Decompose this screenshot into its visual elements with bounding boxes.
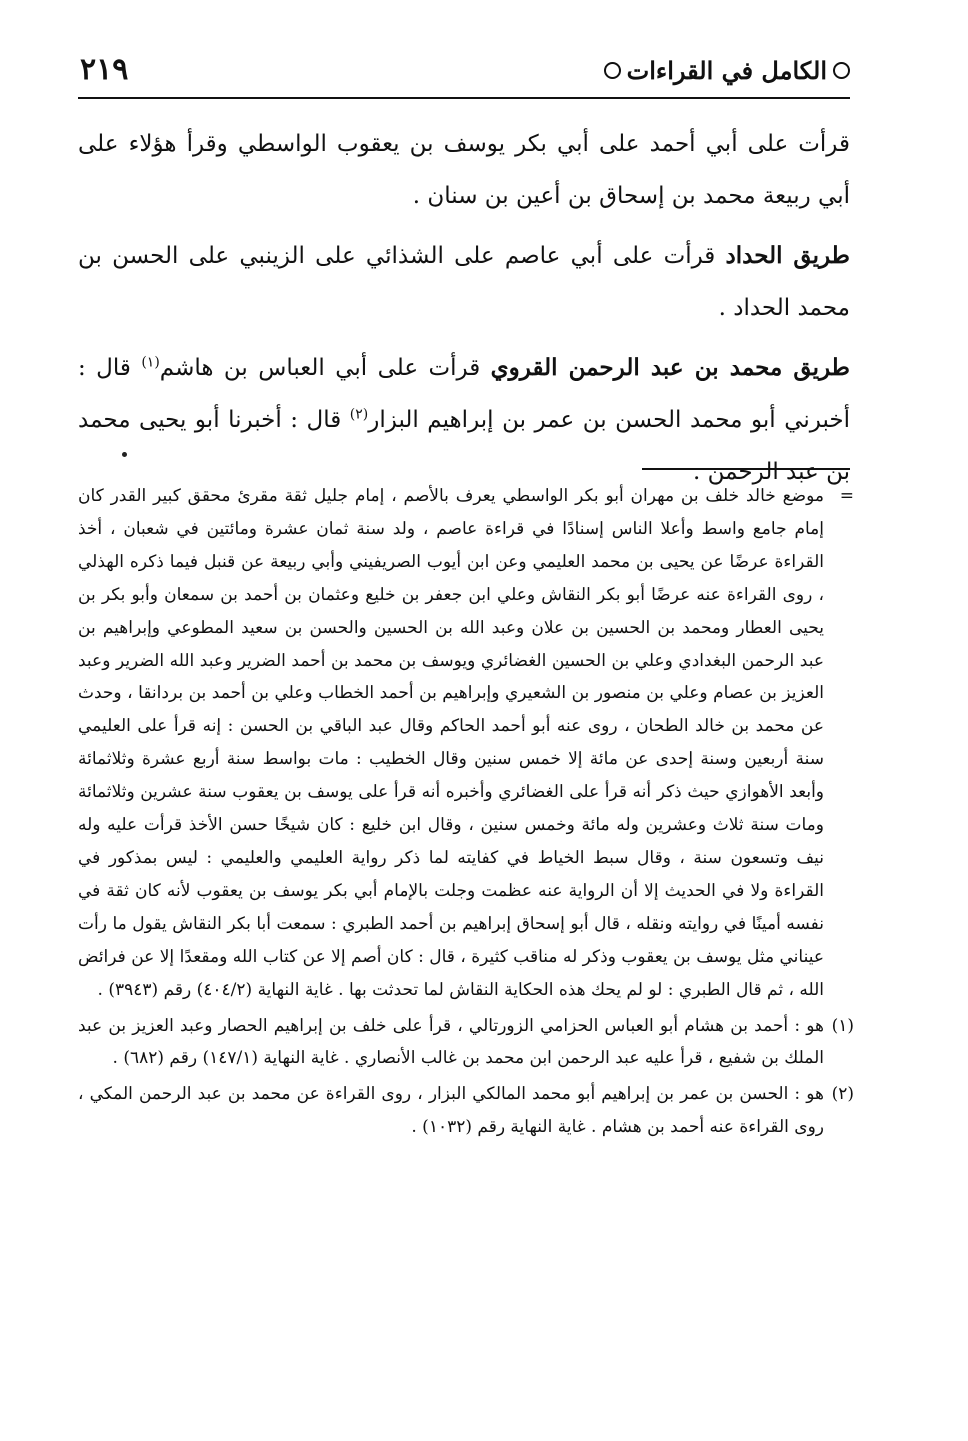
paragraph-3-text-b: قال : أخبرني أبو محمد الحسن بن عمر بن إبراهيم البزار	[78, 355, 851, 433]
footnote-1-marker: (١)	[831, 1015, 854, 1036]
running-title-text: الكامل في القراءات	[626, 56, 827, 85]
footnote-1	[78, 1010, 854, 1076]
circle-ornament-icon	[833, 62, 850, 79]
paragraph-2	[78, 230, 850, 334]
route-heading-qarawi: طريق محمد بن عبد الرحمن القروي	[490, 354, 850, 381]
footnote-2-marker: (٢)	[831, 1084, 854, 1105]
footnote-continuation-text: موضع خالد خلف بن مهران أبو بكر الواسطي يعرف بالأصم ، إمام جليل ثقة مقرئ محقق كبير القدر كان إمام جامع واسط وأعلا الناس إسنادًا في قراءة عاصم ، ولد سنة ثمان عشرة ومائتين في شعبان ، أخذ القراءة عرضًا عن يحيى بن محمد العليمي وعن ابن أيوب الصريفيني وأبي ربيعة عن قنبل فيما ذكره الهذلي ، روى القراءة عنه عرضًا أبو بكر النقاش وعلي ابن جعفر بن خليع وعثمان بن أحمد بن سمعان وأبو بكر بن يحيى العطار ومحمد بن الحسين بن علان وعبد الله بن الحسين والحسن بن سعيد المطوعي وإبراهيم بن عبد الرحمن البغدادي وعلي بن الحسين الغضائري ويوسف بن محمد بن أحمد الضرير وعبد الله الضرير وعبد العزيز بن عصام وعلي بن منصور بن الشعيري وإبراهيم بن أحمد الخطاب وعلي بن أحمد بن بردانقا ، وحدث عن محمد بن خالد الطحان ، روى عنه أبو أحمد الحاكم وقال عبد الباقي بن الحسن : إنه قرأ على العليمي سنة أربعين وسنة إحدى عن مائة إلا خمس سنين وقال الخطيب : مات بواسط سنة أربع عشرة وثلاثمائة وأبعد الأهوازي حيث ذكر أنه قرأ على الغضائري وأخبره أنه قرأ على يوسف بن يعقوب سنة عشرين وثلاثمائة ومات سنة ثلاث وعشرين وله مائة وخمس سنين ، وقال ابن خليع : كان شيخًا حسن الأخذ قرأت عليه وله نيف وتسعون سنة ، وقال سبط الخياط في كفايته لما ذكر رواية العليمي والعليمي : ليس بمذكور في القراءة ولا في الحديث إلا أن الرواية عنه عظمت وجلت بالإمام أبي بكر يوسف بن يعقوب لأنه كان ثقة في نفسه أمينًا في روايته ونقله ، قال أبو إسحاق إبراهيم بن أحمد الطبري : سمعت أبا بكر النقاش يقول ما رأت عيناني مثل يوسف بن يعقوب وذكر له مناقب كثيرة ، قال : كان أصم إلا عن كتاب الله ومقعدًا إلا عن فرائض الله ، ثم قال الطبري : لو لم يحك هذه الحكاية النقاش لما تحدثت بها . غاية النهاية (٤٠٤/٢) رقم (٣٩٤٣) .	[78, 486, 825, 1000]
paragraph-2-text: قرأت على أبي عاصم على الشذائي على الزينبي على الحسن بن محمد الحداد .	[78, 243, 850, 321]
footnote-ref-2[interactable]: (٢)	[349, 406, 369, 423]
route-heading-haddad: طريق الحداد	[725, 242, 850, 269]
footnote-2	[78, 1078, 854, 1144]
main-text	[78, 118, 850, 506]
header-divider	[78, 97, 850, 99]
footnote-ref-1[interactable]: (١)	[141, 354, 160, 371]
footnotes	[78, 480, 854, 1144]
circle-ornament-icon	[604, 62, 621, 79]
running-title	[604, 56, 850, 85]
paragraph-3-text-a: قرأت على أبي العباس بن هاشم	[159, 355, 491, 381]
continuation-marker: =	[839, 486, 854, 506]
footnote-2-text: هو : الحسن بن عمر بن إبراهيم أبو محمد المالكي البزار ، روى القراءة عن محمد بن عبد الرحمن المكي ، روى القراءة عنه أحمد بن هشام . غاية النهاية رقم (١٠٣٢) .	[78, 1084, 824, 1138]
footnote-continuation	[78, 480, 854, 1007]
paragraph-3	[78, 342, 850, 498]
footnote-1-text: هو : أحمد بن هشام أبو العباس الحزامي الزورتالي ، قرأ على خلف بن إبراهيم الحصار وعبد العزيز بن عبد الملك بن شفيع ، قرأ عليه عبد الرحمن ابن محمد بن غالب الأنصاري . غاية النهاية (١٤٧/١) رقم (٦٨٢) .	[78, 1015, 824, 1069]
paragraph-3-text-c: قال : أخبرنا أبو يحيى محمد بن عبد الرحمن .	[78, 407, 850, 485]
paragraph-1	[78, 118, 850, 222]
footnote-divider	[642, 468, 850, 470]
stray-dot	[122, 452, 127, 457]
paragraph-1-text: قرأت على أبي أحمد على أبي بكر يوسف بن يعقوب الواسطي وقرأ هؤلاء على أبي ربيعة محمد بن إسحاق بن أعين بن سنان .	[78, 131, 850, 209]
page-number: ٢١٩	[80, 52, 129, 87]
page-header	[78, 52, 850, 96]
